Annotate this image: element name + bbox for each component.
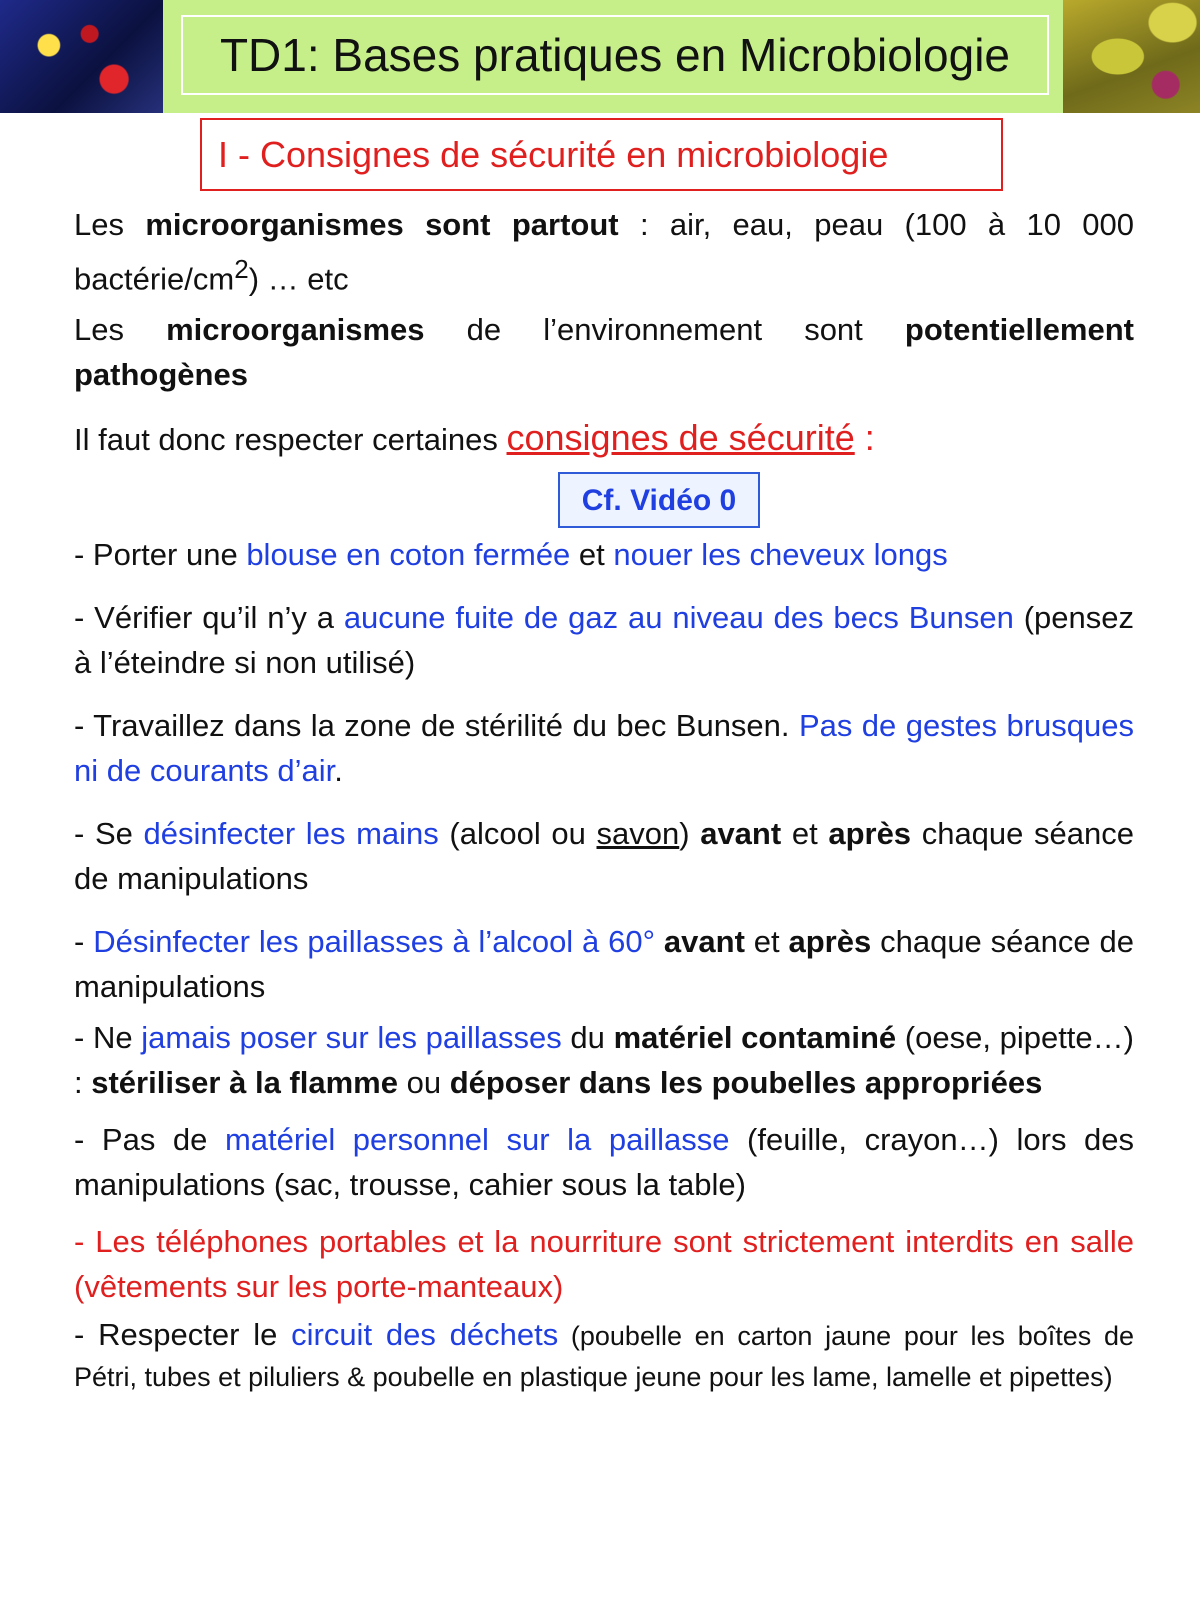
text: - Vérifier qu’il n’y a (74, 600, 344, 636)
text-bold: après (788, 924, 872, 960)
text: ) (679, 816, 701, 852)
rule-4 (74, 811, 1134, 901)
text-bold: microorganismes sont partout (145, 207, 619, 242)
video-link-box[interactable]: Cf. Vidéo 0 (558, 472, 760, 528)
rule-8 (74, 1219, 1134, 1309)
text: (feuille, crayon…) lors des manipulations (sac, trousse, cahier sous la table) (74, 1122, 1135, 1203)
text-blue: désinfecter les mains (143, 816, 439, 852)
text (655, 924, 664, 959)
text: . (334, 753, 343, 789)
text-blue: Pas de gestes brusques ni de courants d’air (74, 708, 1134, 789)
text: - Travaillez dans la zone de stérilité du bec Bunsen. (74, 708, 799, 744)
text: Les (74, 312, 167, 348)
text: et (570, 537, 614, 573)
text-bold: stériliser à la flamme (91, 1065, 398, 1101)
section-title: I - Consignes de sécurité en microbiologie (200, 118, 1003, 191)
text-small: (poubelle en carton jaune pour les boîtes de Pétri, tubes et piluliers & poubelle en plastique jeune pour les lame, lamelle et pipettes) (74, 1321, 1134, 1393)
text: Il faut donc respecter certaines (74, 422, 507, 458)
text-blue: aucune fuite de gaz au niveau des becs Bunsen (343, 600, 1014, 636)
text-blue: nouer les cheveux longs (613, 537, 948, 573)
text: - Ne (74, 1020, 142, 1056)
text: (pensez à l’éteindre si non utilisé) (74, 600, 1135, 681)
video-reference (74, 472, 1134, 528)
text: chaque séance de manipulations (74, 924, 1134, 1005)
content-body (74, 202, 1134, 1397)
rule-5 (74, 919, 1134, 1009)
bacteria-image-right (1063, 0, 1200, 113)
bacteria-image-left (0, 0, 163, 113)
text: : air, eau, peau (100 à 10 000 bactérie/cm (74, 207, 1134, 297)
page-title: TD1: Bases pratiques en Microbiologie (181, 15, 1049, 95)
text-red: - Les téléphones portables et la nourriture sont strictement interdits en salle (vêtements sur les porte-manteaux) (74, 1224, 1134, 1305)
text: ) … etc (248, 261, 349, 297)
text: du (561, 1020, 614, 1056)
rule-1 (74, 532, 1134, 577)
rule-3 (74, 703, 1134, 793)
text-blue: circuit des déchets (291, 1317, 559, 1353)
text-blue: jamais poser sur les paillasses (141, 1020, 562, 1056)
text: (oese, pipette…) : (74, 1020, 1134, 1101)
text: - Porter une (74, 537, 247, 573)
rule-6 (74, 1015, 1134, 1105)
text: ou (397, 1065, 450, 1101)
text: Les (74, 207, 146, 242)
text-underlined: savon (596, 816, 680, 852)
intro-paragraph-1 (74, 202, 1134, 301)
text: (alcool ou (438, 816, 597, 852)
intro-paragraph-2 (74, 307, 1134, 397)
text: - (74, 924, 94, 960)
text-blue: matériel personnel sur la paillasse (224, 1122, 730, 1158)
rule-7 (74, 1117, 1134, 1207)
text-bold: matériel contaminé (613, 1020, 897, 1056)
superscript: 2 (234, 254, 249, 284)
text-bold: microorganismes (166, 312, 425, 348)
text: - Se (74, 816, 144, 852)
text: : (854, 417, 875, 459)
rule-9 (74, 1315, 1134, 1397)
text: chaque séance de manipulations (74, 816, 1135, 897)
rule-2 (74, 595, 1134, 685)
text-blue: blouse en coton fermée (246, 537, 571, 573)
text-blue: Désinfecter les paillasses à l’alcool à 60° (93, 924, 656, 960)
text: - Respecter le (74, 1317, 292, 1353)
text-bold: après (828, 816, 912, 852)
text-highlight: consignes de sécurité (506, 417, 855, 459)
text: de l’environnement sont (424, 312, 905, 348)
text-bold: déposer dans les poubelles appropriées (449, 1065, 1043, 1101)
header-banner (0, 0, 1200, 113)
intro-paragraph-3 (74, 415, 1134, 462)
text: et (744, 924, 789, 960)
text-bold: avant (663, 924, 745, 960)
text-bold: potentiellement pathogènes (74, 312, 1134, 393)
text-bold: avant (700, 816, 782, 852)
text: - Pas de (74, 1122, 225, 1158)
text: et (781, 816, 829, 852)
